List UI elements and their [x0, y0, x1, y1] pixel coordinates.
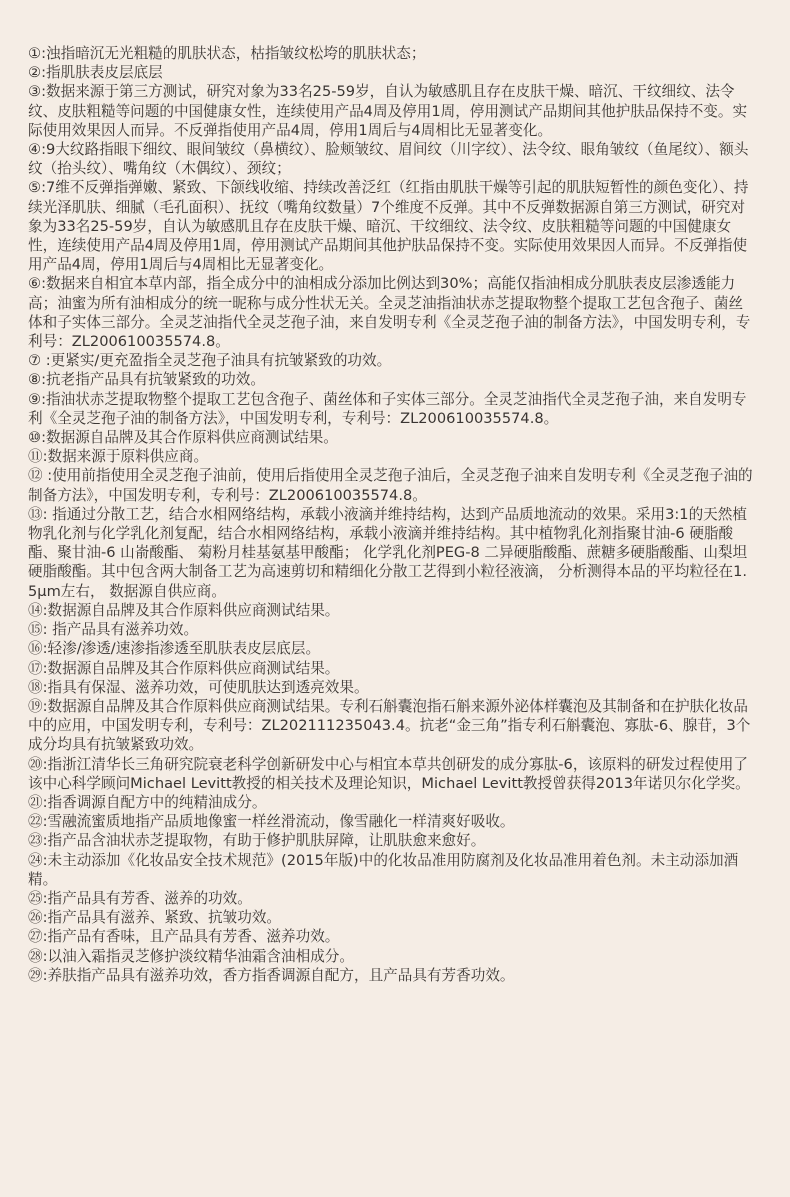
footnote-21: ㉑:指香调源自配方中的纯精油成分。: [28, 793, 267, 811]
footnote-1: ①:浊指暗沉无光粗糙的肌肤状态，枯指皱纹松垮的肌肤状态；: [28, 45, 426, 62]
footnote-24: ㉔:未主动添加《化妆品安全技术规范》(2015年版)中的化妆品准用防腐剂及化妆品准用着色剂。未主动添加酒精。: [28, 851, 739, 888]
footnote-16: ⑯:轻渗/渗透/速渗指渗透至肌肤表皮层底层。: [28, 640, 321, 658]
footnote-12: ⑫ :使用前指使用全灵芝孢子油前，使用后指使用全灵芝孢子油后，全灵芝孢子油来自发明专利《全灵芝孢子油的制备方法》，中国发明专利，专利号：ZL200610035574.8。: [28, 467, 753, 504]
footnote-28: ㉘:以油入霜指灵芝修护淡纹精华油霜含油相成分。: [28, 947, 354, 965]
footnote-14: ⑭:数据源自品牌及其合作原料供应商测试结果。: [28, 601, 340, 619]
footnote-10: ⑩:数据源自品牌及其合作原料供应商测试结果。: [28, 429, 338, 447]
footnote-6: ⑥:数据来自相宜本草内部，指全成分中的油相成分添加比例达到30%；高能仅指油相成分肌肤表皮层渗透能力高；油蜜为所有油相成分的统一昵称与成分性状无关。全灵芝油指油状赤芝提取物整个提取工艺包含孢子、菌丝体和子实体三部分。全灵芝油指代全灵芝孢子油，来自发明专利《全灵芝孢子油的制备方法》，中国发明专利，专利号：ZL200610035574.8。: [28, 275, 751, 351]
footnote-8: ⑧:抗老指产品具有抗皱紧致的功效。: [28, 371, 265, 389]
footnote-22: ㉒:雪融流蜜质地指产品质地像蜜一样丝滑流动，像雪融化一样清爽好吸收。: [28, 813, 515, 831]
footnote-18: ⑱:指具有保湿、滋养功效，可使肌肤达到透亮效果。: [28, 678, 369, 696]
footnote-9: ⑨:指油状赤芝提取物整个提取工艺包含孢子、菌丝体和子实体三部分。全灵芝油指代全灵芝孢子油，来自发明专利《全灵芝孢子油的制备方法》，中国发明专利，专利号：ZL200610035574.8。: [28, 390, 747, 427]
footnote-7: ⑦ :更紧实/更充盈指全灵芝孢子油具有抗皱紧致的功效。: [28, 352, 392, 370]
footnote-23: ㉓:指产品含油状赤芝提取物，有助于修护肌肤屏障，让肌肤愈来愈好。: [28, 832, 486, 850]
footnote-20: ⑳:指浙江清华长三角研究院衰老科学创新研发中心与相宜本草共创研发的成分寡肽-6，该原料的研发过程使用了该中心科学顾问Michael Levitt教授的相关技术及理论知识，Michael Levitt教授曾获得2013年诺贝尔化学奖。: [28, 755, 750, 792]
footnote-4: ④:9大纹路指眼下细纹、眼间皱纹（鼻横纹）、脸颊皱纹、眉间纹（川字纹）、法令纹、眼角皱纹（鱼尾纹）、额头纹（抬头纹）、嘴角纹（木偶纹）、颈纹；: [28, 141, 749, 178]
footnote-19: ⑲:数据源自品牌及其合作原料供应商测试结果。专利石斛囊泡指石斛来源外泌体样囊泡及其制备和在护肤化妆品中的应用，中国发明专利，专利号：ZL202111235043.4。抗老“金三角”指专利石斛囊泡、寡肽-6、腺苷，3个成分均具有抗皱紧致功效。: [28, 697, 751, 754]
footnote-13: ⑬: 指通过分散工艺，结合水相网络结构，承载小液滴并维持结构，达到产品质地流动的效果。采用3:1的天然植物乳化剂与化学乳化剂复配，结合水相网络结构，承载小液滴并维持结构。其中植物乳化剂指聚甘油-6 硬脂酸酯、聚甘油-6 山嵛酸酯、 菊粉月桂基氨基甲酸酯； 化学乳化剂PEG-8 二异硬脂酸酯、蔗糖多硬脂酸酯、山梨坦硬脂酸酯。其中包含两大制备工艺为高速剪切和精细化分散工艺得到小粒径液滴， 分析测得本品的平均粒径在1.5μm左右， 数据源自供应商。: [28, 505, 748, 600]
footnote-15: ⑮: 指产品具有滋养功效。: [28, 621, 199, 639]
footnote-27: ㉗:指产品有香味，且产品具有芳香、滋养功效。: [28, 928, 340, 946]
footnote-11: ⑪:数据来源于原料供应商。: [28, 448, 209, 466]
footnote-5: ⑤:7维不反弹指弹嫩、紧致、下颌线收缩、持续改善泛红（红指由肌肤干燥等引起的肌肤短暂性的颜色变化）、持续光泽肌肤、细腻（毛孔面积）、抚纹（嘴角纹数量）7个维度不反弹。其中不反弹数据源自第三方测试，研究对象为33名25-59岁，自认为敏感肌且存在皮肤干燥、暗沉、干纹细纹、法令纹、皮肤粗糙等问题的中国健康女性，连续使用产品4周及停用1周，停用测试产品期间其他护肤品保持不变。实际使用效果因人而异。不反弹指使用产品4周，停用1周后与4周相比无显著变化。: [28, 179, 749, 274]
footnotes-list: [28, 44, 754, 985]
footnote-3: ③:数据来源于第三方测试，研究对象为33名25-59岁，自认为敏感肌且存在皮肤干燥、暗沉、干纹细纹、法令纹、皮肤粗糙等问题的中国健康女性，连续使用产品4周及停用1周，停用测试产品期间其他护肤品保持不变。实际使用效果因人而异。不反弹指使用产品4周，停用1周后与4周相比无显著变化。: [28, 83, 748, 139]
footnote-29: ㉙:养肤指产品具有滋养功效，香方指香调源自配方，且产品具有芳香功效。: [28, 966, 515, 984]
footnote-17: ⑰:数据源自品牌及其合作原料供应商测试结果。: [28, 659, 340, 677]
footnote-2: ②:指肌肤表皮层底层: [28, 64, 163, 82]
footnote-26: ㉖:指产品具有滋养、紧致、抗皱功效。: [28, 909, 282, 927]
footnote-25: ㉕:指产品具有芳香、滋养的功效。: [28, 889, 252, 907]
